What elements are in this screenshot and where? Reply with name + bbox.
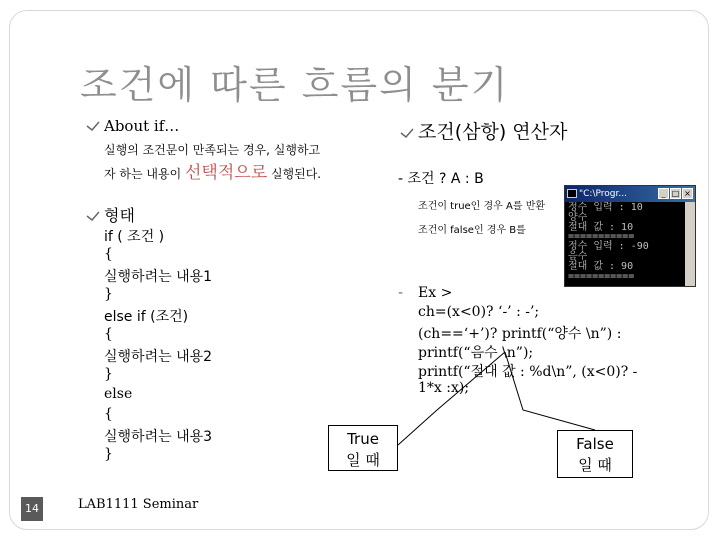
about-desc-pre: 자 하는 내용이	[104, 167, 185, 181]
about-desc-emphasis: 선택적으로	[185, 163, 268, 183]
form-heading	[86, 203, 135, 226]
console-titlebar[interactable]	[565, 186, 695, 202]
console-line: 절대 값 : 10	[568, 221, 634, 233]
console-scrollbar[interactable]	[685, 202, 695, 286]
window-controls	[658, 188, 693, 199]
code-line: {	[104, 406, 113, 422]
bullet-icon	[86, 121, 100, 131]
example-bullet: -	[398, 285, 404, 301]
bullet-icon	[86, 211, 100, 221]
ternary-heading	[400, 117, 567, 144]
true-callout-line2: 일 때	[346, 451, 380, 469]
footer-text: LAB1111 Seminar	[78, 497, 199, 512]
cmd-icon	[567, 189, 577, 198]
close-icon[interactable]: ×	[682, 188, 693, 199]
about-desc-line1: 실행의 조건문이 만족되는 경우, 실행하고	[104, 143, 321, 157]
false-callout-line1: False	[576, 435, 614, 453]
true-note: 조건이 true인 경우 A를 반환	[418, 201, 546, 212]
about-if-heading	[86, 117, 179, 135]
ternary-heading-label: 조건(삼항) 연산자	[418, 121, 568, 143]
console-line: ===========	[568, 231, 635, 243]
example-line: Ex >	[418, 285, 453, 301]
example-line: (ch==‘+’)? printf(“양수 \n”) :	[418, 326, 622, 342]
code-line: }	[104, 366, 113, 382]
code-line: else if (조건)	[104, 309, 189, 325]
code-line: 실행하려는 내용3	[104, 429, 213, 445]
about-if-label: About if…	[104, 117, 180, 135]
code-line: }	[104, 446, 113, 462]
code-line: 실행하려는 내용2	[104, 349, 213, 365]
maximize-icon[interactable]: □	[671, 189, 680, 198]
about-desc-line2	[104, 158, 321, 183]
code-line: else	[104, 386, 133, 402]
console-window[interactable]	[564, 185, 696, 287]
about-desc-post: 실행된다.	[267, 167, 322, 181]
code-line: if ( 조건 )	[104, 229, 165, 245]
example-line: printf(“절대 값 : %d\n”, (x<0)? -	[418, 364, 638, 380]
false-note: 조건이 false인 경우 B를	[418, 225, 526, 236]
console-line: 양수	[568, 211, 588, 223]
console-output	[565, 202, 695, 281]
slide-title: 조건에 따른 흐름의 분기	[80, 63, 510, 107]
console-line: 정수 입력 : -90	[568, 241, 649, 253]
code-line: }	[104, 286, 113, 302]
console-line: 절대 값 : 90	[568, 260, 634, 272]
example-line: 1*x :x);	[418, 380, 470, 396]
false-callout	[557, 430, 633, 478]
console-line: ===========	[568, 270, 635, 282]
console-line: 정수 입력 : 10	[568, 202, 643, 213]
true-callout	[328, 425, 398, 471]
code-line: {	[104, 326, 113, 342]
code-line: {	[104, 246, 113, 262]
minimize-icon[interactable]: _	[658, 188, 669, 199]
example-line: ch=(x<0)? ‘-’ : -’;	[418, 304, 540, 320]
form-heading-label: 형태	[104, 206, 135, 225]
ternary-syntax: - 조건 ? A : B	[398, 171, 484, 187]
code-line: 실행하려는 내용1	[104, 269, 213, 285]
console-line: 음수	[568, 250, 588, 262]
bullet-icon	[400, 128, 414, 138]
console-title: "C:\Progr...	[579, 189, 627, 199]
slide-number: 14	[21, 497, 43, 521]
example-line: printf(“음수 \n”);	[418, 345, 534, 361]
false-callout-line2: 일 때	[578, 456, 612, 474]
true-callout-line1: True	[347, 430, 379, 448]
